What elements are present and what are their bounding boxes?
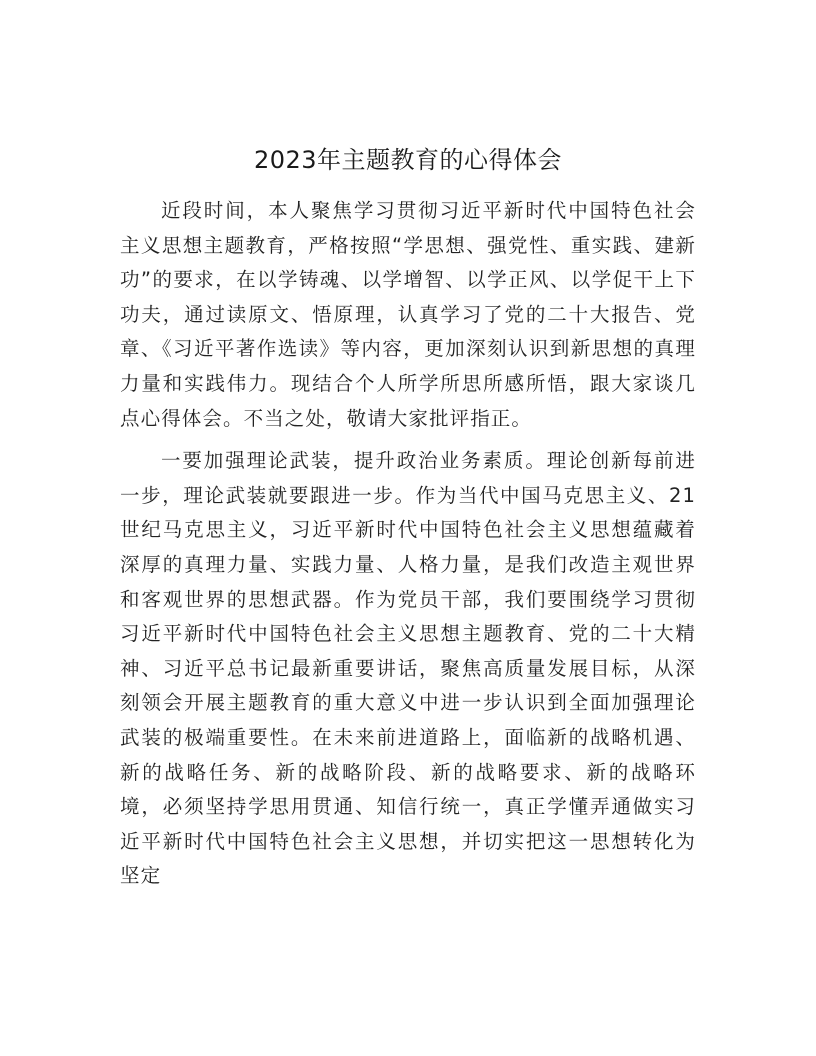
paragraph-intro: 近段时间，本人聚焦学习贯彻习近平新时代中国特色社会主义思想主题教育，严格按照“学思想、强党性、重实践、建新功”的要求，在以学铸魂、以学增智、以学正风、以学促干上下功夫，通过读原文、悟原理，认真学习了党的二十大报告、党章、《习近平著作选读》等内容，更加深刻认识到新思想的真理力量和实践伟力。现结合个人所学所思所感所悟，跟大家谈几点心得体会。不当之处，敬请大家批评指正。 bbox=[120, 199, 696, 430]
paragraph-theory-armament: 一要加强理论武装，提升政治业务素质。理论创新每前进一步，理论武装就要跟进一步。作为当代中国马克思主义、21世纪马克思主义，习近平新时代中国特色社会主义思想蕴藏着深厚的真理力量、实践力量、人格力量，是我们改造主观世界和客观世界的思想武器。作为党员干部，我们要围绕学习贯彻习近平新时代中国特色社会主义思想主题教育、党的二十大精神、习近平总书记最新重要讲话，聚焦高质量发展目标，从深刻领会开展主题教育的重大意义中进一步认识到全面加强理论武装的极端重要性。在未来前进道路上，面临新的战略机遇、新的战略任务、新的战略阶段、新的战略要求、新的战略环境，必须坚持学思用贯通、知信行统一，真正学懂弄通做实习近平新时代中国特色社会主义思想，并切实把这一思想转化为坚定 bbox=[120, 449, 696, 888]
document-body bbox=[120, 194, 696, 902]
document-title: 2023年主题教育的心得体会 bbox=[253, 146, 563, 174]
